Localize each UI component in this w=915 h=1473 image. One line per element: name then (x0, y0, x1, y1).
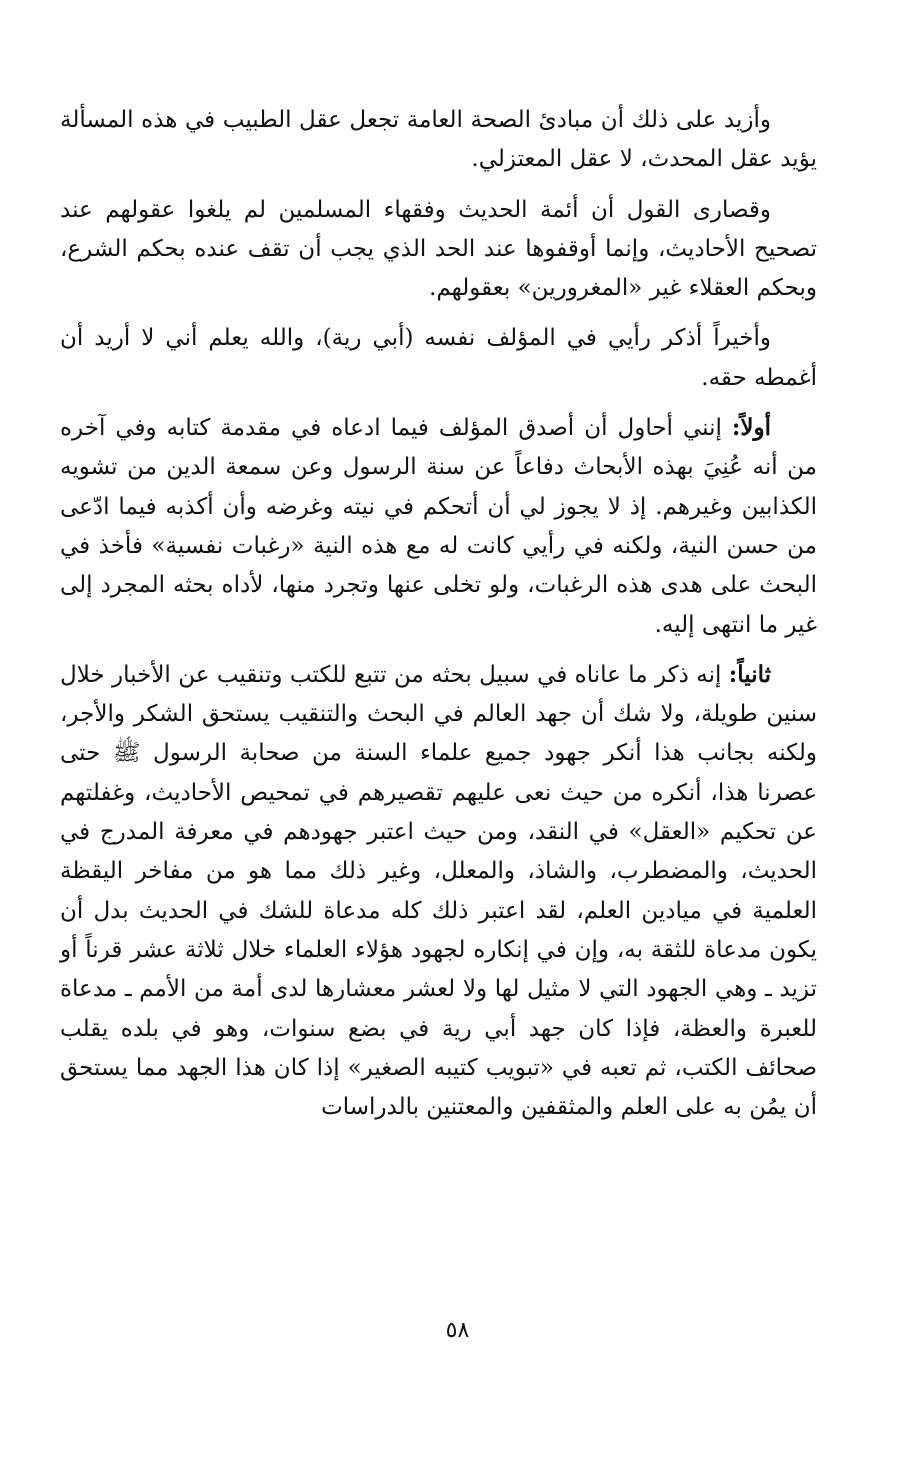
page-number: ٥٨ (445, 1318, 470, 1343)
paragraph-4-text: إنني أحاول أن أصدق المؤلف فيما ادعاه في مقدمة كتابه وفي آخره من أنه عُنِيَ بهذه الأبحاث دفاعاً عن سنة الرسول وعن سمعة الدين من تشويه الكذابين وغيرهم. إذ لا يجوز لي أن أتحكم في نيته وغرضه وأن أكذبه فيما ادّعى من حسن النية، ولكنه في رأيي كانت له مع هذه النية «رغبات نفسية» فأخذ في البحث على هدى هذه الرغبات، ولو تخلى عنها وتجرد منها، لأداه بحثه المجرد إلى غير ما انتهى إليه. (60, 415, 817, 638)
paragraph-4 (60, 408, 817, 645)
paragraph-5 (60, 655, 817, 1128)
paragraph-3-text: وأخيراً أذكر رأيي في المؤلف نفسه (أبي رية)، والله يعلم أني لا أريد أن أغمطه حقه. (60, 325, 817, 391)
paragraph-5-text: إنه ذكر ما عاناه في سبيل بحثه من تتبع للكتب وتنقيب عن الأخبار خلال سنين طويلة، ولا شك أن جهد العالم في البحث والتنقيب يستحق الشكر والأجر، ولكنه بجانب هذا أنكر جهود جميع علماء السنة من صحابة الرسول ﷺ حتى عصرنا هذا، أنكره من حيث نعى عليهم تقصيرهم في تمحيص الأحاديث، وغفلتهم عن تحكيم «العقل» في النقد، ومن حيث اعتبر جهودهم في معرفة المدرج في الحديث، والمضطرب، والشاذ، والمعلل، وغير ذلك مما هو من مفاخر اليقظة العلمية في ميادين العلم، لقد اعتبر ذلك كله مدعاة للشك في الحديث بدل أن يكون مدعاة للثقة به، وإن في إنكاره لجهود هؤلاء العلماء خلال ثلاثة عشر قرناً أو تزيد ـ وهي الجهود التي لا مثيل لها ولا لعشر معشارها لدى أمة من الأمم ـ مدعاة للعبرة والعظة، فإذا كان جهد أبي رية في بضع سنوات، وهو في بلده يقلب صحائف الكتب، ثم تعبه في «تبويب كتيبه الصغير» إذا كان هذا الجهد مما يستحق أن يمُن به على العلم والمثقفين والمعتنين بالدراسات (60, 661, 818, 1121)
paragraph-1 (60, 100, 817, 180)
page-body (60, 100, 817, 1137)
paragraph-3 (60, 318, 817, 398)
paragraph-4-lead: أولاً: (731, 414, 771, 442)
paragraph-2-text: وقصارى القول أن أئمة الحديث وفقهاء المسلمين لم يلغوا عقولهم عند تصحيح الأحاديث، وإنما أوقفوها عند الحد الذي يجب أن تقف عنده بحكم الشرع، وبحكم العقلاء غير «المغرورين» بعقولهم. (60, 196, 817, 302)
paragraph-5-lead: ثانياً: (728, 660, 771, 688)
paragraph-1-text: وأزيد على ذلك أن مبادئ الصحة العامة تجعل عقل الطبيب في هذه المسألة يؤيد عقل المحدث، لا عقل المعتزلي. (60, 107, 817, 173)
paragraph-2 (60, 190, 817, 309)
